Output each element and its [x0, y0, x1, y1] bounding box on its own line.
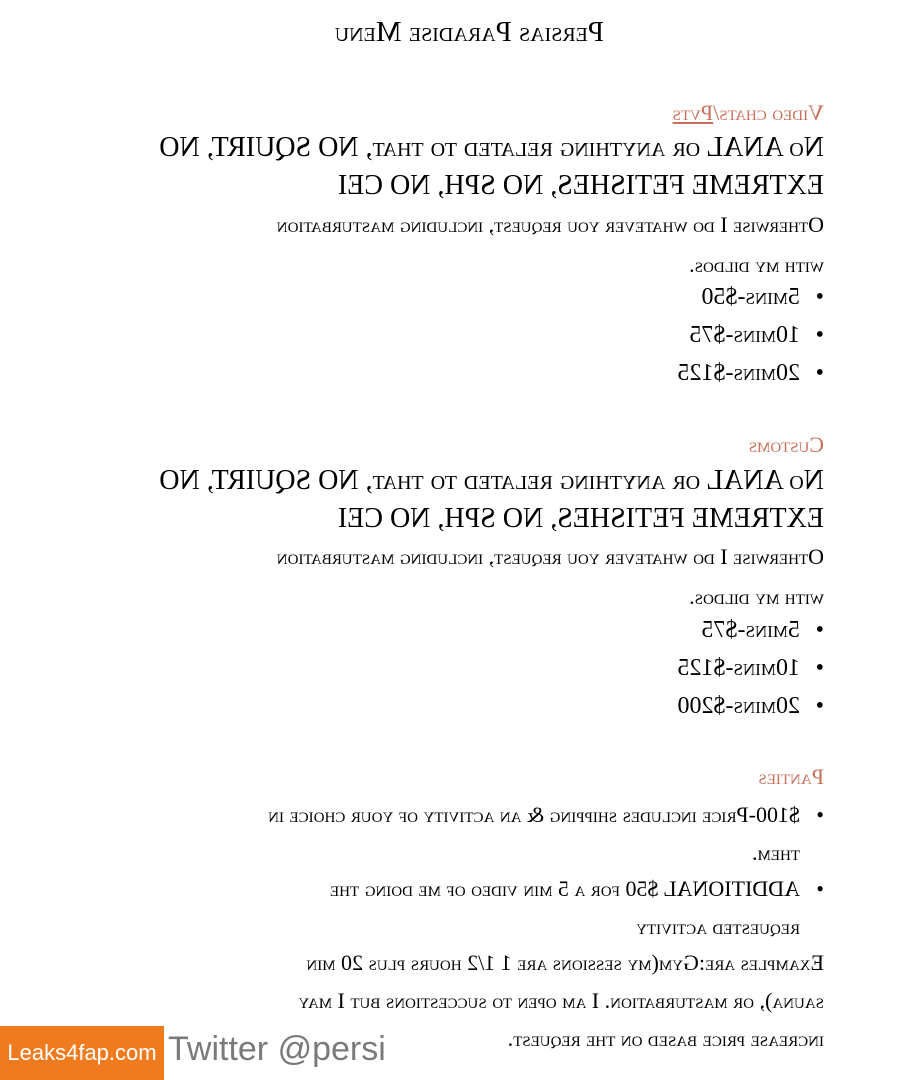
- panties-bullet: • $100-Price includes shipping & an activity of your choice in: [268, 802, 800, 828]
- price-item: • 5mins-$75: [701, 617, 800, 644]
- price-item: • 20mins-$200: [677, 693, 800, 720]
- heading-text-underlined: Pvts: [672, 100, 714, 125]
- rules-line: Otherwise I do whatever you request, including masturbation: [276, 212, 824, 237]
- watermark-badge: Leaks4fap.com: [0, 1026, 164, 1080]
- panties-bullet-cont: requested activity: [636, 914, 800, 939]
- panties-bullet: • ADDITIONAL $50 for a 5 min video of me doing the: [330, 876, 800, 902]
- examples-line: Examples are:Gym(my sessions are 1 1/2 hours plus 20 min: [306, 950, 824, 975]
- rules-line: with my dildos.: [689, 252, 824, 277]
- price-item: • 20mins-$125: [677, 360, 800, 387]
- rules-line: No ANAL or anything related to that, NO SQUIRT, NO: [159, 132, 824, 163]
- price-item: • 10mins-$75: [689, 322, 800, 349]
- price-item: • 10mins-$125: [677, 655, 800, 682]
- examples-line: increase price based on the request.: [507, 1026, 824, 1051]
- section-heading-customs: Customs: [748, 432, 824, 457]
- panties-bullet-cont: them.: [752, 840, 800, 865]
- rules-line: EXTREME FETISHES, NO SPH, NO CEI: [337, 503, 824, 534]
- rules-line: No ANAL or anything related to that, NO SQUIRT, NO: [159, 465, 824, 496]
- rules-line: EXTREME FETISHES, NO SPH, NO CEI: [337, 170, 824, 201]
- page-title: Persias Paradise Menu: [334, 16, 604, 48]
- rules-line: with my dildos.: [689, 584, 824, 609]
- section-heading-video-chats: [673, 100, 824, 126]
- examples-line: sauna), or masturbation. I am open to succestions but I may: [298, 988, 824, 1013]
- watermark-twitter: Twitter @persi: [168, 1030, 386, 1068]
- section-heading-panties: Panties: [758, 764, 824, 789]
- rules-line: Otherwise I do whatever you request, including masturbation: [276, 544, 824, 569]
- price-item: • 5mins-$50: [701, 284, 800, 311]
- heading-text: Video chats/: [713, 100, 824, 125]
